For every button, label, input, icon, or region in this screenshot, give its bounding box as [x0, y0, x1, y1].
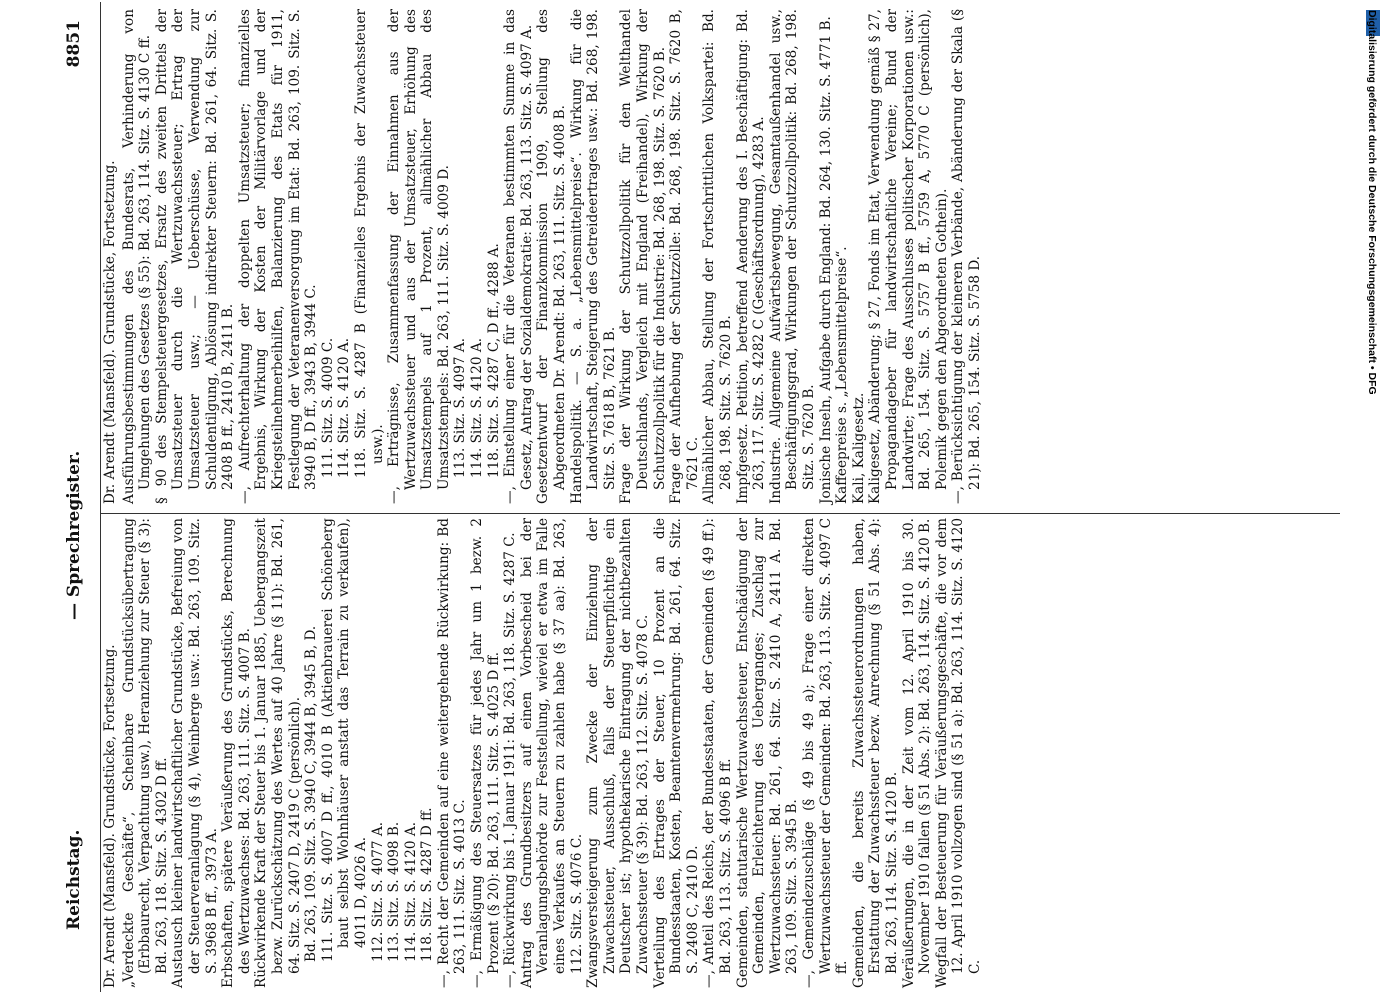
entry: 111. Sitz. S. 4007 D ff., 4010 B (Aktienbrauerei Schöneberg baut selbst Wohnhäuser anstatt das Terrain zu verkaufen), 4011 D, 4026 A.	[319, 518, 369, 962]
entry: Zwangsversteigerung zum Zwecke der Einziehung der Zuwachssteuer, Ausschluß, falls der Steuerpflichtige ein Deutscher ist; hypothekarische Eintragung der nichtbezahlten Zuwachssteuer (§ 39): Bd. 263, 112. Sitz. S. 4078 C.	[585, 518, 651, 988]
entry: Gemeinden, statutarische Wertzuwachssteuer, Entschädigung der Gemeinden, Erleichterung des Ueberganges; Zuschlag zur Wertzuwachssteuer: Bd. 261, 64. Sitz. S. 2410 A, 2411 A. Bd. 263, 109. Sitz. S. 3945 B.	[734, 518, 801, 988]
entry: —, Erträgnisse, Zusammenfassung der Einnahmen aus der Wertzuwachssteuer und aus der Umsatzsteuer, Erhöhung des Umsatzstempels auf 1 Prozent, allmählicher Abbau des Umsatzstempels: Bd. 263, 111. Sitz. S. 4009 D.	[386, 9, 452, 504]
entry: Gesetzentwurf der Finanzkommission 1909, Stellung des Abgeordneten Dr. Arendt: Bd. 263, 111. Sitz. S. 4008 B.	[535, 9, 569, 504]
entry: § 90 des Stempelsteuergesetzes, Ersatz des zweiten Drittels der Umsatzsteuer durch die Wertzuwachssteuer; Ertrag der Umsatzsteuer usw.; — Ueberschüsse, Verwendung zur Schuldentilgung, Ablösung indirekter Steuern: Bd. 261, 64. Sitz. S. 2408 B ff., 2410 B, 2411 B.	[153, 9, 237, 504]
entry: —, Rückwirkung bis 1. Januar 1911: Bd. 263, 118. Sitz. S. 4287 C.	[502, 532, 519, 988]
entry: —, Anteil des Reichs, der Bundesstaaten, der Gemeinden (§ 49 ff.): Bd. 263, 113. Sitz. S. 4096 B ff.	[701, 518, 734, 988]
entry: 113. Sitz. S. 4098 B.	[386, 821, 403, 962]
header-left-title: Reichstag.	[64, 829, 84, 930]
entry: —, Gemeindezuschläge (§ 49 bis 49 a); Frage einer direkten Wertzuwachssteuer der Gemeinden: Bd. 263, 113. Sitz. S. 4097 C ff.	[800, 518, 851, 988]
entry: Bd. 263, 109. Sitz. S. 3940 C, 3944 B, 3945 B, D.	[303, 625, 320, 962]
entry: 118. Sitz. S. 4287 D ff.	[419, 807, 436, 962]
entry: Kaffeepreise s. „Lebensmittelpreise“.	[834, 246, 851, 504]
entry: 111. Sitz. S. 4009 C.	[319, 337, 336, 478]
entry: Antrag des Grundbesitzers auf einen Vorbescheid bei der Veranlagungsbehörde zur Feststellung, wieviel er etwa im Falle eines Verkaufes an Steuern zu zahlen habe (§ 37 aa): Bd. 263, 112. Sitz. S. 4076 C.	[518, 518, 585, 988]
digitization-credit	[1364, 10, 1380, 990]
entry: Kaligesetz, Abänderung; § 27, Fonds im Etat, Verwendung gemäß § 27, Propagandageber für landwirtschaftliche Vereine; Bund der Landwirte; Frage des Ausschlusses politischer Korporationen usw.: Bd. 265, 154. Sitz. S. 5757 B ff., 5759 A, 5770 C (persönlich), Polemik gegen den Abgeordneten Gothein).	[867, 9, 950, 504]
left-column	[102, 518, 983, 988]
entry: Veräußerungen, die in der Zeit vom 12. April 1910 bis 30. November 1910 fallen (§ 51 Abs. 2): Bd. 263, 114. Sitz. S. 4120 B.	[900, 518, 934, 988]
page-number: 8851	[64, 20, 84, 68]
entry: Allmählicher Abbau, Stellung der Fortschrittlichen Volkspartei: Bd. 268, 198. Sitz. S. 7620 B.	[701, 9, 734, 504]
header-divider	[100, 2, 101, 992]
entry: Impfgesetz. Petition, betreffend Aenderung des I. Beschäftigung: Bd. 263, 117. Sitz. S. 4282 C (Geschäftsordnung), 4283 A.	[734, 9, 768, 504]
entry: Frage der Aufhebung der Schutzzölle: Bd. 268, 198. Sitz. S. 7620 B, 7621 C.	[668, 9, 701, 504]
entry: Ausführungsbestimmungen des Bundesrats, Verhinderung von Umgehungen des Gesetzes (§ 55): Bd. 263, 114. Sitz. S. 4130 C ff.	[120, 9, 154, 504]
entry: Erbschaften, spätere Veräußerung des Grundstücks, Berechnung des Wertzuwachses: Bd. 263, 111. Sitz. S. 4007 B.	[220, 518, 253, 988]
entry: 118. Sitz. S. 4287 B (Finanzielles Ergebnis der Zuwachssteuer usw.).	[352, 9, 386, 478]
entry: —, Berücksichtigung der kleineren Verbände, Abänderung der Skala (§ 21): Bd. 265, 154. Sitz. S. 5758 D.	[950, 9, 983, 504]
entry: 114. Sitz. S. 4120 A.	[469, 337, 486, 478]
entry: „Verdeckte Geschäfte“, Scheinbare Grundstücksübertragung (Erbbaurecht, Verpachtung usw.), Heranziehung zur Steuer (§ 3): Bd. 263, 118. Sitz. S. 4302 D ff.	[120, 518, 170, 988]
entry: 114. Sitz. S. 4120 A.	[402, 821, 419, 962]
entry: Jonische Inseln, Aufgabe durch England: Bd. 264, 130. Sitz. S. 4771 B.	[817, 16, 834, 504]
entry: —, Aufrechterhaltung der doppelten Umsatzsteuer; finanzielles Ergebnis, Wirkung der Kosten der Militärvorlage und der Kriegsteilnehmerbeihilfen, Balanzierung des Etats für 1911, Festlegung der Veteranenversorgung im Etat: Bd. 263, 109. Sitz. S. 3940 B, D ff., 3943 B, 3944 C.	[236, 9, 320, 504]
entry: Industrie. Allgemeine Aufwärtsbewegung, Gesamtaußenhandel usw., Beschäftigungsgrad, Wirkungen der Schutzzollpolitik: Bd. 268, 198. Sitz. S. 7620 B.	[767, 9, 817, 504]
entry: Kali, Kaligesetz.	[850, 392, 867, 504]
entry: Gemeinden, die bereits Zuwachssteuerordnungen haben, Erstattung der Zuwachssteuer bezw. Anrechnung (§ 51 Abs. 4): Bd. 263, 114. Sitz. S. 4120 B.	[850, 518, 900, 988]
entry: Wegfall der Besteuerung für Veräußerungsgeschäfte, die vor dem 12. April 1910 vollzogen sind (§ 51 a): Bd. 263, 114. Sitz. S. 4120 C.	[933, 518, 983, 988]
entry: —, Recht der Gemeinden auf eine weitergehende Rückwirkung: Bd 263, 111. Sitz. S. 4013 C.	[435, 518, 469, 988]
entry: 118. Sitz. S. 4287 C, D ff., 4288 A.	[485, 243, 502, 478]
entry: 112. Sitz. S. 4077 A.	[369, 821, 386, 962]
left-column-heading: Dr. Arendt (Mansfeld). Grundstücke, Fortsetzung.	[102, 644, 118, 988]
column-divider	[100, 513, 1340, 514]
entry: Handelspolitik. — S. a. „Lebensmittelpreise“. Wirkung für die Landwirtschaft, Steigerung des Getreideertrages usw.: Bd. 268, 198. Sitz. S. 7618 B, 7621 B.	[568, 9, 618, 504]
entry: —, Einstellung einer für die Veteranen bestimmten Summe in das Gesetz, Antrag der Sozialdemokratie: Bd. 263, 113. Sitz. S. 4097 A.	[502, 9, 535, 504]
entry: Verteilung des Ertrages der Steuer, 10 Prozent an die Bundesstaaten, Kosten, Beamtenvermehrung: Bd. 261, 64. Sitz. S. 2408 C, 2410 D.	[651, 518, 701, 988]
digitization-credit-text: Digitalisierung gefördert durch die Deutsche Forschungsgemeinschaft • DFG	[1366, 10, 1378, 395]
entry: 114. Sitz. S. 4120 A.	[336, 337, 353, 478]
entry: Rückwirkende Kraft der Steuer bis 1. Januar 1885, Uebergangszeit bezw. Zurückschätzung des Wertes auf 40 Jahre (§ 11): Bd. 261, 64. Sitz. S. 2407 D, 2419 C (persönlich).	[253, 518, 303, 988]
right-column-heading: Dr. Arendt (Mansfeld). Grundstücke, Fortsetzung.	[102, 160, 118, 504]
entry: Frage der Wirkung der Schutzzollpolitik für den Welthandel Deutschlands, Vergleich mit England (Freihandel), Wirkung der Schutzzollpolitik für die Industrie: Bd. 268, 198. Sitz. S. 7620 B.	[618, 9, 668, 504]
page-header	[64, 0, 94, 1000]
entry: Austausch kleiner landwirtschaftlicher Grundstücke, Befreiung von der Steuerveranlagung (§ 4), Weinberge usw.: Bd. 263, 109. Sitz. S. 3968 B ff., 3973 A.	[170, 518, 220, 988]
entry: 113. Sitz. S. 4097 A.	[452, 337, 469, 478]
right-column	[102, 9, 983, 504]
entry: —, Ermäßigung des Steuersatzes für jedes Jahr um 1 bezw. 2 Prozent (§ 20): Bd. 263, 111. Sitz. S. 4025 D ff.	[469, 518, 502, 988]
header-center-title: — Sprechregister.	[64, 450, 84, 620]
